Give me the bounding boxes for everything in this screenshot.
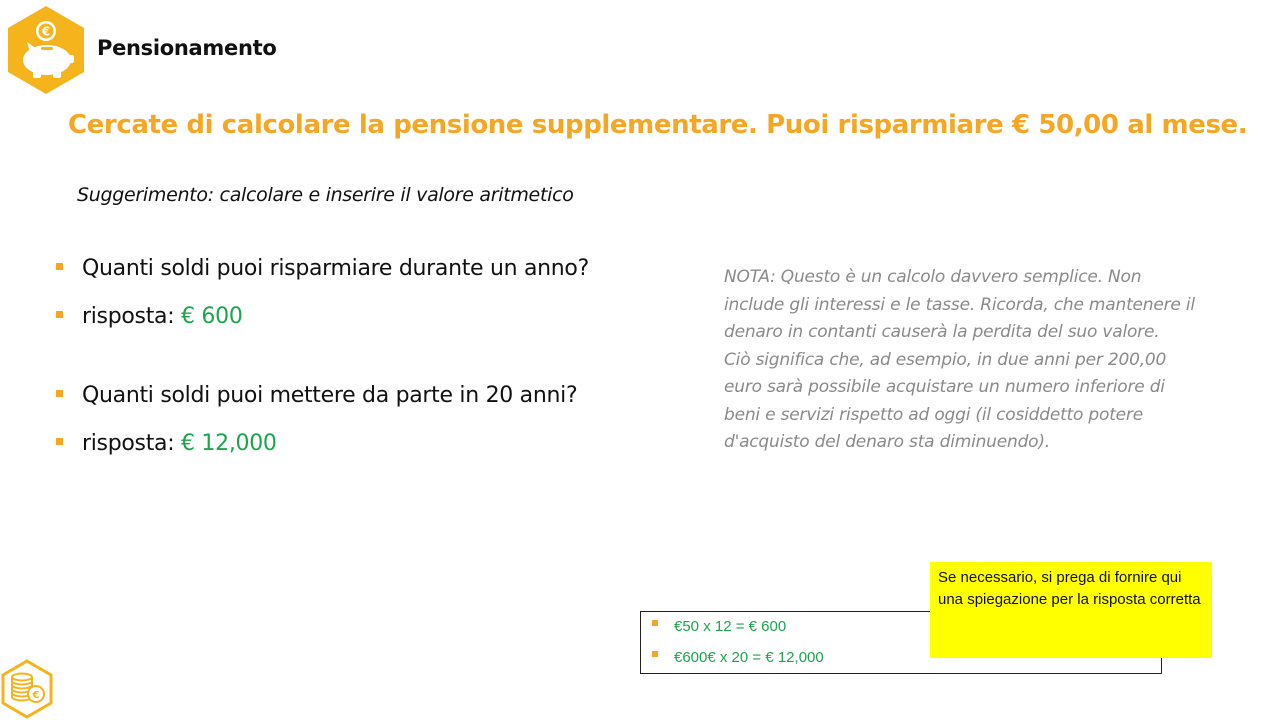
bullet-icon [652,620,658,626]
answer-value: € 12,000 [181,431,277,456]
bullet-icon [56,263,63,270]
answer-one: risposta: € 600 [56,304,243,329]
main-heading: Cercate di calcolare la pensione supplementare. Puoi risparmiare € 50,00 al mese. [68,110,1248,140]
answer-value: € 600 [181,304,243,329]
calc-line-two: €600€ x 20 = € 12,000 [652,649,824,666]
hint-text: Suggerimento: calcolare e inserire il valore aritmetico [77,184,574,206]
sticky-note: Se necessario, si prega di fornire qui una spiegazione per la risposta corretta [930,562,1212,658]
svg-text:€: € [32,690,40,701]
question-two: Quanti soldi puoi mettere da parte in 20 anni? [56,383,577,408]
coins-euro-icon [0,658,54,720]
bullet-icon [652,651,658,657]
question-one: Quanti soldi puoi risparmiare durante un anno? [56,256,589,281]
svg-text:€: € [41,24,51,39]
note-text: NOTA: Questo è un calcolo davvero semplice. Non include gli interessi e le tasse. Ricorda, che mantenere il denaro in contanti causerà la perdita del suo valore. Ciò significa che, ad esempio, in due anni per 200,00 euro sarà possibile acquistare un numero inferiore di beni e servizi rispetto ad oggi (il cosiddetto potere d'acquisto del denaro sta diminuendo). [724,267,1195,452]
bullet-icon [56,390,63,397]
answer-two: risposta: € 12,000 [56,431,277,456]
calc-line-one: €50 x 12 = € 600 [652,618,786,635]
bullet-icon [56,438,63,445]
page-title: Pensionamento [97,36,277,60]
bullet-icon [56,311,63,318]
piggy-bank-euro-icon [5,4,87,96]
